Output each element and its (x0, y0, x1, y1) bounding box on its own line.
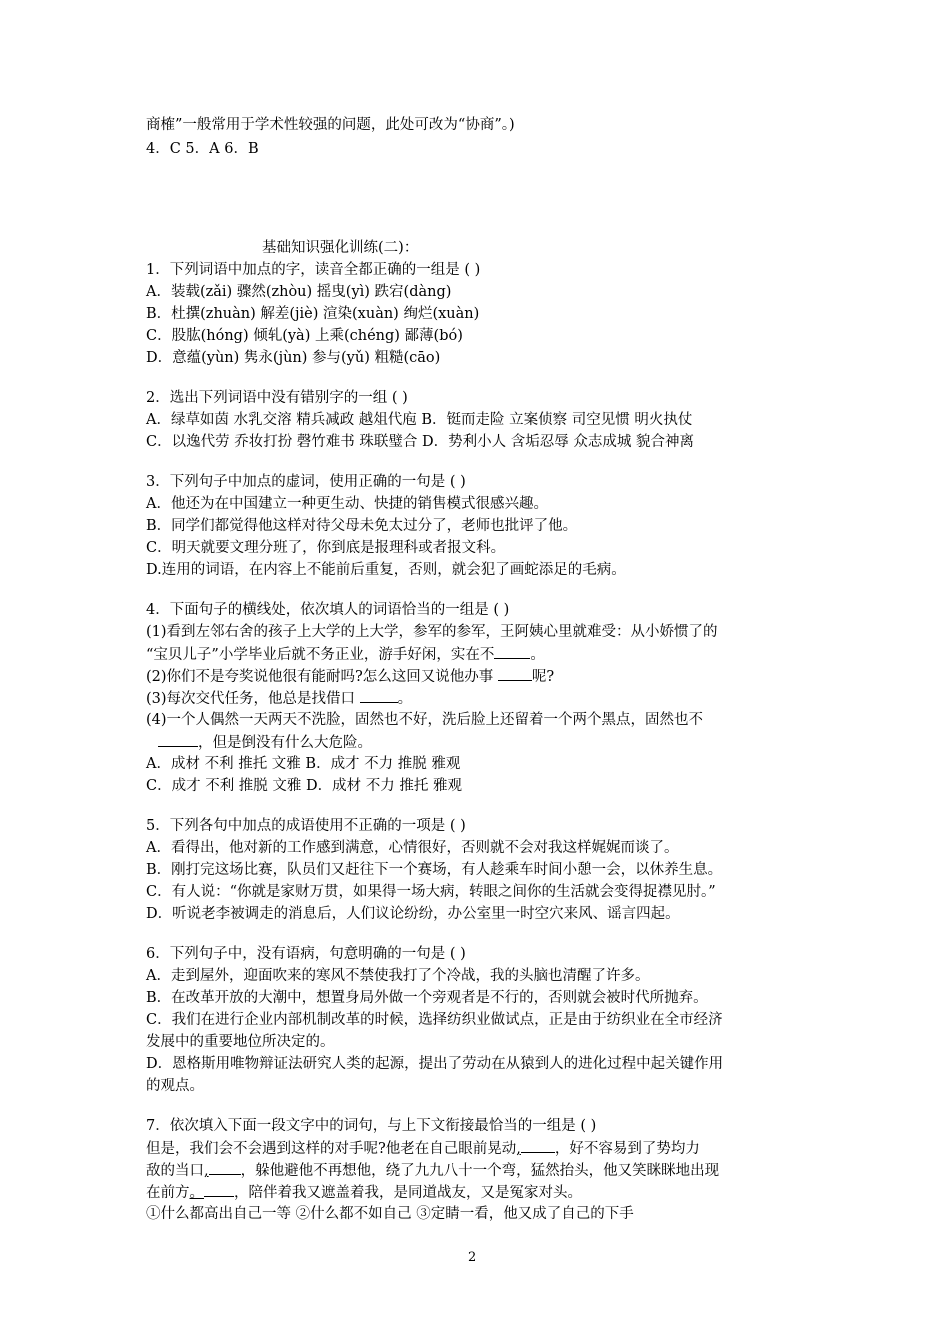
q4-sentence-2-text: (2)你们不是夸奖说他很有能耐吗?怎么这回又说他办事 (146, 669, 498, 685)
q3-stem: 3．下列句子中加点的虚词，使用正确的一句是 ( ) (146, 474, 466, 490)
q5-stem: 5．下列各句中加点的成语使用不正确的一项是 ( ) (146, 818, 466, 834)
q7-passage-line3-end: ，陪伴着我又遮盖着我，是同道战友，又是冤家对头。 (234, 1185, 582, 1201)
q4-sentence-1b-text: “宝贝儿子”小学毕业后就不务正业，游手好闲，实在不 (146, 647, 495, 663)
q1-option-d: D．意蕴(yùn) 隽永(jùn) 参与(yǔ) 粗糙(cāo) (146, 350, 441, 366)
answer-key-line: 4．C 5．A 6．B (146, 141, 259, 157)
q4-sentence-2 (146, 666, 554, 687)
q7-passage-line1-text: 但是，我们会不会遇到这样的对手呢?他老在自己眼前晃动 (146, 1141, 517, 1157)
q6-option-a: A．走到屋外，迎面吹来的寒风不禁使我打了个冷战，我的头脑也清醒了许多。 (146, 968, 650, 984)
q6-stem: 6．下列句子中，没有语病，句意明确的一句是 ( ) (146, 946, 466, 962)
q4-sentence-3-end: 。 (397, 691, 413, 707)
q4-sentence-2-end: 呢? (531, 669, 555, 685)
q7-blank-mark: 。 (189, 1185, 204, 1201)
q7-passage-line2-text: 敌的当口 (146, 1163, 204, 1179)
q7-passage-line2-end: ，躲他避他不再想他，绕了九九八十一个弯，猛然抬头，他又笑眯眯地出现 (240, 1163, 720, 1179)
q5-option-d: D．听说老李被调走的消息后，人们议论纷纷，办公室里一时空穴来风、谣言四起。 (146, 906, 680, 922)
q6-option-d-line1: D．恩格斯用唯物辩证法研究人类的起源，提出了劳动在从猿到人的进化过程中起关键作用 (146, 1056, 724, 1072)
q7-blank-mark: , (516, 1141, 521, 1157)
q4-sentence-1b (146, 644, 545, 665)
fill-blank (360, 688, 398, 703)
q7-passage-line2 (146, 1160, 719, 1181)
q1-option-c: C．股肱(hóng) 倾轧(yà) 上乘(chéng) 鄙薄(bó) (146, 328, 463, 344)
q7-options: ①什么都高出自己一等 ②什么都不如自己 ③定睛一看，他又成了自己的下手 (146, 1206, 634, 1222)
fill-blank (521, 1138, 555, 1153)
q7-passage-line3 (146, 1182, 582, 1203)
q4-sentence-4b-end: ，但是倒没有什么大危险。 (198, 735, 372, 751)
q7-stem: 7．依次填入下面一段文字中的词句，与上下文衔接最恰当的一组是 ( ) (146, 1118, 597, 1134)
answer-note-line: 商榷”一般常用于学术性较强的问题，此处可改为“协商”。) (146, 117, 515, 133)
q4-stem: 4．下面句子的横线处，依次填人的词语恰当的一组是 ( ) (146, 602, 510, 618)
q6-option-b: B．在改革开放的大潮中，想置身局外做一个旁观者是不行的，否则就会被时代所抛弃。 (146, 990, 708, 1006)
q5-option-c: C．有人说：“你就是家财万贯，如果得一场大病，转眼之间你的生活就会变得捉襟见肘。” (146, 884, 716, 900)
q3-option-c: C．明天就要文理分班了，你到底是报理科或者报文科。 (146, 540, 506, 556)
q4-sentence-4a: (4)一个人偶然一天两天不洗脸，固然也不好，洗后脸上还留着一个两个黑点，固然也不 (146, 712, 704, 728)
q6-option-c-line2: 发展中的重要地位所决定的。 (146, 1034, 335, 1050)
section-title: 基础知识强化训练(二)： (262, 240, 419, 256)
q2-options-ab: A．绿草如茵 水乳交溶 精兵减政 越俎代庖 B．铤而走险 立案侦察 司空见惯 明火执仗 (146, 412, 693, 428)
q1-option-b: B．杜撰(zhuàn) 解差(jiè) 渲染(xuàn) 绚烂(xuàn) (146, 306, 480, 322)
fill-blank (158, 732, 198, 747)
q5-option-a: A．看得出，他对新的工作感到满意，心情很好，否则就不会对我这样娓娓而谈了。 (146, 840, 679, 856)
q5-option-b: B．刚打完这场比赛，队员们又赶往下一个赛场，有人趁乘车时间小憩一会，以休养生息。 (146, 862, 723, 878)
q1-option-a: A．装载(zǎi) 骤然(zhòu) 摇曳(yì) 跌宕(dàng) (146, 284, 452, 300)
q6-option-c-line1: C．我们在进行企业内部机制改革的时候，选择纺织业做试点，正是由于纺织业在全市经济 (146, 1012, 723, 1028)
q7-passage-line1 (146, 1138, 700, 1159)
q2-stem: 2．选出下列词语中没有错别字的一组 ( ) (146, 390, 408, 406)
fill-blank (498, 666, 532, 681)
q7-blank-mark: , (204, 1163, 209, 1179)
q4-sentence-4b (146, 732, 372, 753)
q3-option-a: A．他还为在中国建立一种更生动、快捷的销售模式很感兴趣。 (146, 496, 548, 512)
q1-stem: 1．下列词语中加点的字，读音全都正确的一组是 ( ) (146, 262, 481, 278)
q2-options-cd: C．以逸代劳 乔妆打扮 磬竹难书 珠联璧合 D．势利小人 含垢忍辱 众志成城 貌合神离 (146, 434, 694, 450)
q4-sentence-3 (146, 688, 412, 709)
q4-sentence-3-text: (3)每次交代任务，他总是找借口 (146, 691, 360, 707)
q7-passage-line1-end: ，好不容易到了势均力 (554, 1141, 700, 1157)
q6-option-d-line2: 的观点。 (146, 1078, 204, 1094)
q4-sentence-1b-end: 。 (530, 647, 545, 663)
page-number: 2 (468, 1250, 477, 1265)
q7-passage-line3-text: 在前方 (146, 1185, 190, 1201)
fill-blank (204, 1182, 234, 1197)
q4-options-ab: A．成材 不利 推托 文雅 B．成才 不力 推脱 雅观 (146, 756, 461, 772)
fill-blank (494, 644, 530, 659)
q3-option-b: B．同学们都觉得他这样对待父母未免太过分了，老师也批评了他。 (146, 518, 578, 534)
q3-option-d: D.连用的词语，在内容上不能前后重复，否则，就会犯了画蛇添足的毛病。 (146, 562, 626, 578)
fill-blank (209, 1160, 241, 1175)
q4-sentence-1a: (1)看到左邻右舍的孩子上大学的上大学，参军的参军，王阿姨心里就难受：从小娇惯了的 (146, 624, 718, 640)
q4-options-cd: C．成才 不利 推脱 文雅 D．成材 不力 推托 雅观 (146, 778, 462, 794)
